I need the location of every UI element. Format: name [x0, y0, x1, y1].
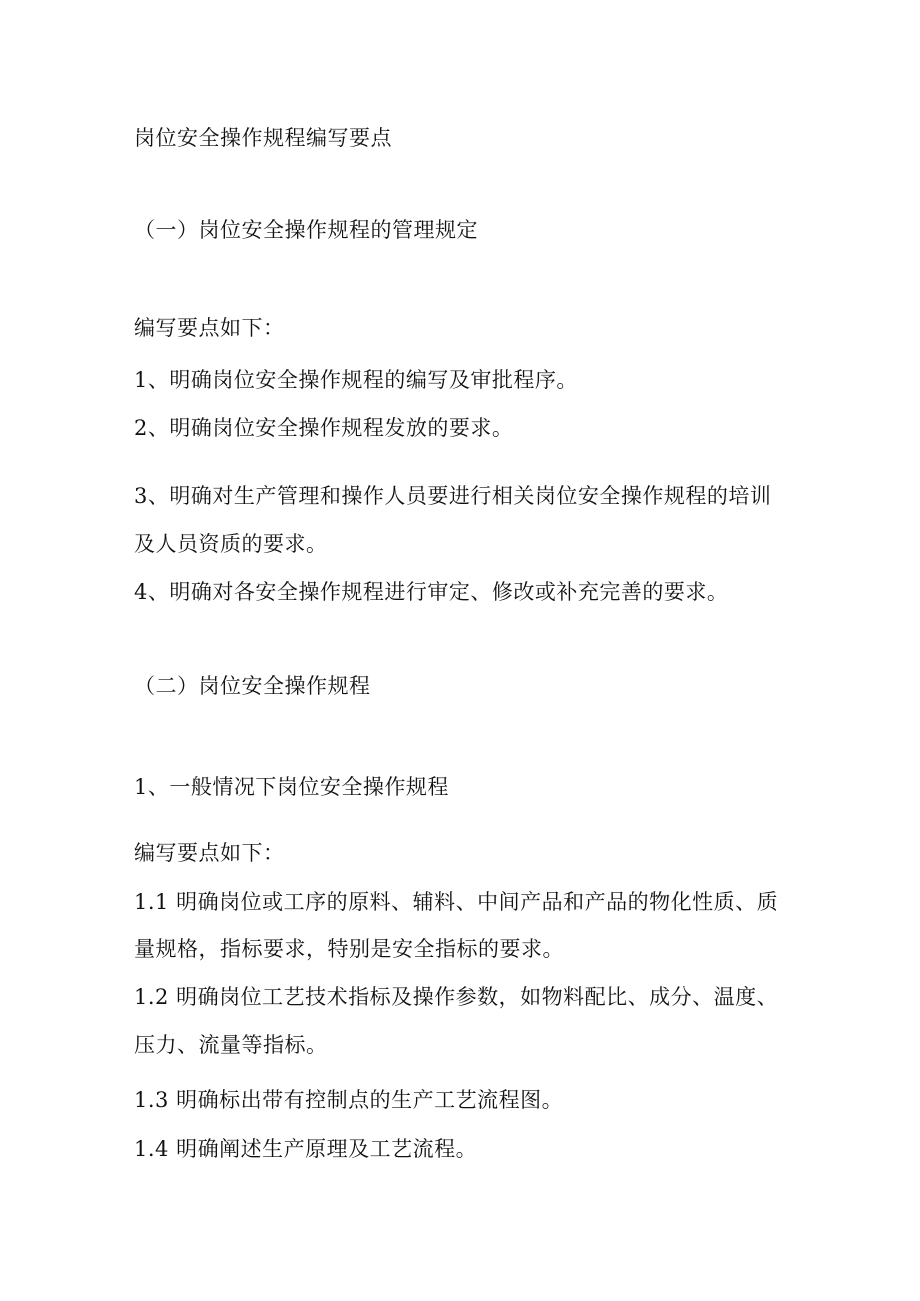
section-1-heading: （一）岗位安全操作规程的管理规定	[134, 218, 478, 242]
document-title: 岗位安全操作规程编写要点	[134, 126, 392, 150]
section-2-item-1-1-line-2: 量规格，指标要求，特别是安全指标的要求。	[134, 937, 564, 961]
section-1-item-1: 1、明确岗位安全操作规程的编写及审批程序。	[134, 368, 578, 392]
section-2-item-1-2-line-1: 1.2 明确岗位工艺技术指标及操作参数，如物料配比、成分、温度、	[134, 985, 779, 1009]
section-2-item-1-2-line-2: 压力、流量等指标。	[134, 1033, 328, 1057]
section-2-subheading: 1、一般情况下岗位安全操作规程	[134, 775, 449, 799]
section-1-item-2: 2、明确岗位安全操作规程发放的要求。	[134, 416, 514, 440]
section-2-heading: （二）岗位安全操作规程	[134, 674, 371, 698]
section-2-intro: 编写要点如下：	[134, 841, 285, 865]
section-1-item-4: 4、明确对各安全操作规程进行审定、修改或补充完善的要求。	[134, 580, 729, 604]
section-1-intro: 编写要点如下：	[134, 316, 285, 340]
section-1-item-3-line-2: 及人员资质的要求。	[134, 532, 328, 556]
section-2-item-1-3: 1.3 明确标出带有控制点的生产工艺流程图。	[134, 1088, 564, 1112]
section-2-item-1-4: 1.4 明确阐述生产原理及工艺流程。	[134, 1137, 478, 1161]
section-2-item-1-1-line-1: 1.1 明确岗位或工序的原料、辅料、中间产品和产品的物化性质、质	[134, 890, 779, 914]
section-1-item-3-line-1: 3、明确对生产管理和操作人员要进行相关岗位安全操作规程的培训	[134, 484, 772, 508]
